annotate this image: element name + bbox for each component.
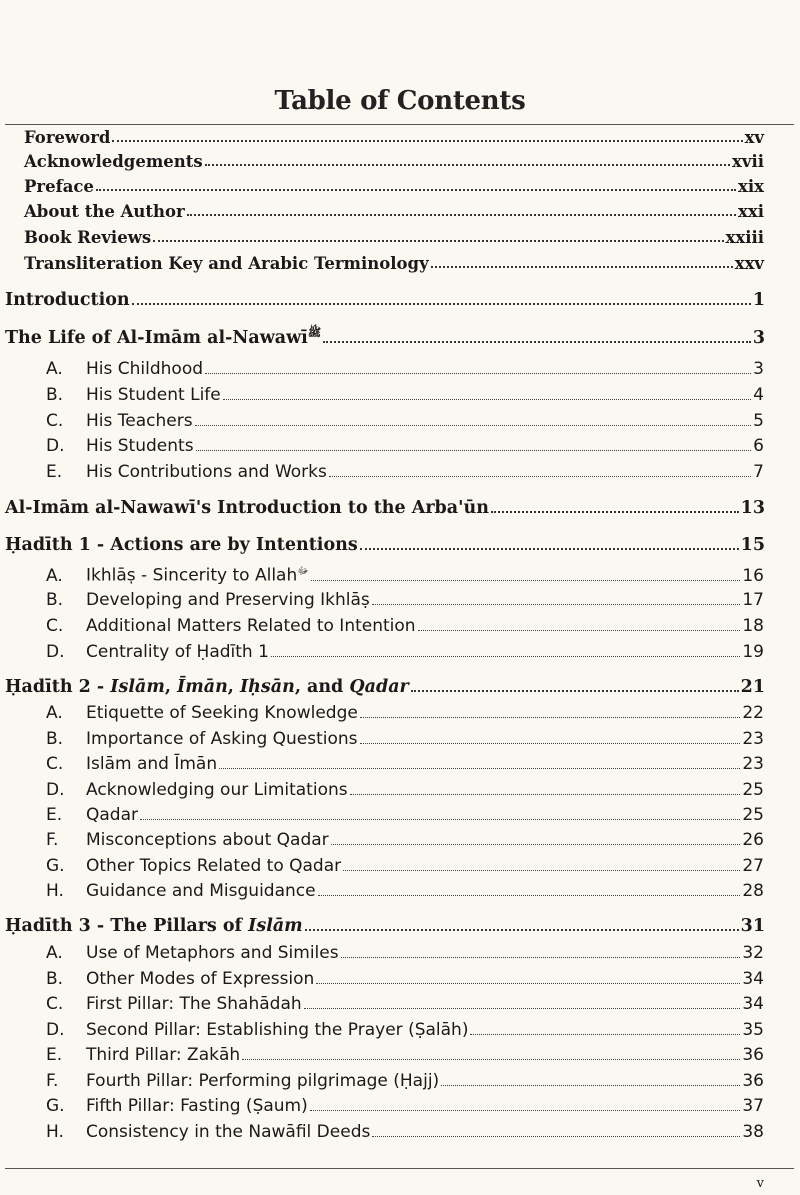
entry-title: Other Modes of Expression	[86, 969, 315, 989]
toc-entry-section[interactable]	[46, 642, 764, 662]
section-letter: D.	[46, 780, 65, 800]
page-number-ref: 16	[742, 565, 764, 586]
page-number-ref: 23	[742, 754, 764, 774]
entry-title: About the Author	[24, 202, 185, 221]
dot-leader	[431, 266, 733, 268]
section-letter: H.	[46, 1122, 64, 1142]
toc-entry-front-matter[interactable]	[24, 254, 764, 273]
page-number-ref: 17	[742, 590, 764, 610]
toc-entry-section[interactable]	[46, 1045, 764, 1065]
entry-title: Misconceptions about Qadar	[86, 830, 329, 850]
toc-entry-section[interactable]	[46, 1071, 764, 1091]
toc-entry-section[interactable]	[46, 729, 764, 749]
toc-entry-section[interactable]	[46, 805, 764, 825]
page-number-ref: 38	[742, 1122, 764, 1142]
entry-title-text: The Life of Al-Imām al-Nawawī	[5, 327, 308, 348]
entry-title: His Childhood	[86, 359, 204, 379]
dot-leader	[360, 717, 741, 718]
page-number-ref: 7	[753, 462, 764, 482]
page-number-ref: 15	[740, 535, 765, 555]
honorific-glyph: ﷻ	[297, 566, 309, 577]
dot-leader	[323, 341, 751, 343]
page-number-ref: xxv	[734, 254, 764, 273]
entry-title: Other Topics Related to Qadar	[86, 856, 342, 876]
section-letter: B.	[46, 590, 64, 610]
dot-leader	[132, 303, 751, 305]
honorific-glyph: ﷺ	[307, 326, 322, 339]
dot-leader	[311, 580, 741, 581]
page-number-ref: 21	[740, 677, 765, 697]
dot-leader	[305, 929, 739, 931]
dot-leader	[205, 164, 730, 166]
dot-leader	[470, 1034, 740, 1035]
toc-entry-chapter[interactable]	[5, 677, 765, 697]
page-number-ref: xix	[738, 177, 764, 196]
dot-leader	[223, 399, 751, 400]
toc-entry-front-matter[interactable]	[24, 177, 764, 196]
entry-title-prefix: Ḥadīth 2 -	[5, 677, 111, 697]
toc-entry-section[interactable]	[46, 616, 764, 636]
page-number-ref: 18	[742, 616, 764, 636]
dot-leader	[153, 240, 723, 242]
page-number-ref: xxi	[738, 202, 764, 221]
toc-entry-section[interactable]	[46, 385, 764, 405]
section-letter: G.	[46, 856, 65, 876]
dot-leader	[329, 476, 751, 477]
entry-title: Acknowledging our Limitations	[86, 780, 348, 800]
entry-title: Book Reviews	[24, 228, 152, 247]
dot-leader	[271, 656, 740, 657]
dot-leader	[195, 425, 752, 426]
dot-leader	[341, 957, 741, 958]
toc-entry-chapter[interactable]	[5, 498, 765, 518]
page-number-ref: 27	[742, 856, 764, 876]
entry-title: His Contributions and Works	[86, 462, 327, 482]
entry-title-italic: Islām	[110, 677, 165, 697]
toc-entry-section[interactable]	[46, 436, 764, 456]
toc-entry-section[interactable]	[46, 411, 764, 431]
entry-title: His Teachers	[86, 411, 193, 431]
section-letter: C.	[46, 616, 64, 636]
toc-entry-section[interactable]	[46, 943, 764, 963]
entry-title: His Students	[86, 436, 194, 456]
page-number-ref: 25	[742, 805, 764, 825]
dot-leader	[372, 1136, 740, 1137]
entry-title: Al-Imām al-Nawawī's Introduction to the Arba'ūn	[5, 498, 489, 518]
entry-title	[86, 565, 309, 586]
section-letter: A.	[46, 703, 63, 723]
entry-title: Ḥadīth 1 - Actions are by Intentions	[5, 535, 358, 555]
toc-entry-section[interactable]	[46, 1020, 764, 1040]
dot-leader	[140, 819, 740, 820]
page-number-ref: 6	[753, 436, 764, 456]
toc-entry-section[interactable]	[46, 881, 764, 901]
entry-title: Use of Metaphors and Similes	[86, 943, 339, 963]
section-letter: B.	[46, 729, 64, 749]
toc-entry-section[interactable]	[46, 830, 764, 850]
entry-title: Additional Matters Related to Intention	[86, 616, 416, 636]
section-letter: C.	[46, 994, 64, 1014]
entry-title: Islām and Īmān	[86, 754, 218, 774]
dot-leader	[316, 983, 740, 984]
toc-entry-front-matter[interactable]	[24, 152, 764, 171]
page-number: v	[756, 1176, 764, 1191]
toc-entry-front-matter[interactable]	[24, 228, 764, 247]
page-number-ref: 13	[740, 498, 765, 518]
toc-entry-section[interactable]	[46, 590, 764, 610]
bottom-rule	[5, 1168, 794, 1169]
dot-leader	[242, 1059, 740, 1060]
page-number-ref: 36	[742, 1045, 764, 1065]
page-number-ref: 22	[742, 703, 764, 723]
page-number-ref: 32	[742, 943, 764, 963]
page-number-ref: 5	[753, 411, 764, 431]
entry-title-joiner: ,	[164, 677, 178, 697]
section-letter: F.	[46, 830, 59, 850]
entry-title-italic: Iḥsān	[239, 677, 295, 697]
page-number-ref: 34	[742, 994, 764, 1014]
dot-leader	[360, 548, 739, 550]
toc-entry-section[interactable]	[46, 780, 764, 800]
page-number-ref: 19	[742, 642, 764, 662]
page-number-ref: 34	[742, 969, 764, 989]
entry-title: Developing and Preserving Ikhlāṣ	[86, 590, 370, 610]
section-letter: H.	[46, 881, 64, 901]
page-number-ref: 26	[742, 830, 764, 850]
page-number-ref: 3	[753, 359, 764, 379]
page-number-ref: 4	[753, 385, 764, 405]
entry-title: Introduction	[5, 290, 130, 310]
dot-leader	[372, 604, 741, 605]
toc-entry-section[interactable]	[46, 754, 764, 774]
entry-title: Guidance and Misguidance	[86, 881, 316, 901]
entry-title-italic: Islām	[248, 916, 303, 936]
section-letter: D.	[46, 1020, 65, 1040]
section-letter: D.	[46, 642, 65, 662]
entry-title: Fourth Pillar: Performing pilgrimage (Ḥajj)	[86, 1071, 440, 1091]
section-letter: B.	[46, 969, 64, 989]
section-letter: E.	[46, 1045, 63, 1065]
dot-leader	[96, 189, 736, 191]
dot-leader	[360, 743, 741, 744]
toc-entry-section[interactable]	[46, 994, 764, 1014]
section-letter: D.	[46, 436, 65, 456]
dot-leader	[343, 870, 740, 871]
dot-leader	[318, 895, 741, 896]
entry-title: Preface	[24, 177, 94, 196]
entry-title	[5, 326, 321, 348]
toc-entry-introduction[interactable]	[5, 290, 765, 310]
entry-title: First Pillar: The Shahādah	[86, 994, 302, 1014]
entry-title: Acknowledgements	[24, 152, 203, 171]
entry-title: Fifth Pillar: Fasting (Ṣaum)	[86, 1096, 308, 1116]
dot-leader	[418, 630, 741, 631]
entry-title: Importance of Asking Questions	[86, 729, 358, 749]
page-number-ref: 3	[752, 327, 765, 348]
page-number-ref: 37	[742, 1096, 764, 1116]
toc-entry-section[interactable]	[46, 969, 764, 989]
dot-leader	[331, 844, 741, 845]
section-letter: A.	[46, 359, 63, 379]
entry-title-italic: Īmān	[177, 677, 228, 697]
toc-entry-section[interactable]	[46, 462, 764, 482]
toc-entry-front-matter[interactable]	[24, 128, 764, 147]
page-number-ref: 23	[742, 729, 764, 749]
toc-entry-section[interactable]	[46, 565, 764, 586]
page-title: Table of Contents	[274, 86, 526, 116]
entry-title: Third Pillar: Zakāh	[86, 1045, 241, 1065]
dot-leader	[491, 511, 739, 513]
toc-entry-section[interactable]	[46, 359, 764, 379]
page-number-ref: 1	[752, 290, 765, 310]
toc-entry-section[interactable]	[46, 703, 764, 723]
toc-entry-section[interactable]	[46, 1096, 764, 1116]
section-letter: E.	[46, 462, 63, 482]
section-letter: C.	[46, 411, 64, 431]
dot-leader	[205, 373, 751, 374]
page-number-ref: 36	[742, 1071, 764, 1091]
toc-entry-front-matter[interactable]	[24, 202, 764, 221]
page-number-ref: 35	[742, 1020, 764, 1040]
dot-leader	[304, 1008, 741, 1009]
entry-title-joiner: ,	[227, 677, 240, 697]
page-number-ref: 31	[740, 916, 765, 936]
entry-title: Etiquette of Seeking Knowledge	[86, 703, 358, 723]
toc-entry-chapter[interactable]	[5, 916, 765, 936]
entry-title: Consistency in the Nawāfil Deeds	[86, 1122, 371, 1142]
entry-title-joiner: , and	[294, 677, 350, 697]
entry-title-prefix: Ḥadīth 3 - The Pillars of	[5, 916, 249, 936]
dot-leader	[350, 794, 741, 795]
toc-entry-chapter[interactable]	[5, 326, 765, 348]
entry-title: Qadar	[86, 805, 138, 825]
dot-leader	[112, 140, 742, 142]
dot-leader	[196, 450, 752, 451]
entry-title	[5, 677, 409, 697]
section-letter: G.	[46, 1096, 65, 1116]
entry-title: Second Pillar: Establishing the Prayer (Ṣalāh)	[86, 1020, 469, 1040]
toc-entry-chapter[interactable]	[5, 535, 765, 555]
entry-title: His Student Life	[86, 385, 221, 405]
entry-title-text: Ikhlāṣ - Sincerity to Allah	[86, 565, 298, 586]
dot-leader	[411, 690, 739, 692]
dot-leader	[441, 1085, 740, 1086]
dot-leader	[310, 1110, 741, 1111]
section-letter: A.	[46, 565, 63, 586]
entry-title: Centrality of Ḥadīth 1	[86, 642, 269, 662]
toc-entry-section[interactable]	[46, 856, 764, 876]
section-letter: C.	[46, 754, 64, 774]
page-number-ref: xv	[744, 128, 764, 147]
entry-title: Transliteration Key and Arabic Terminology	[24, 254, 429, 273]
page-number-ref: xvii	[732, 152, 764, 171]
page-number-ref: 28	[742, 881, 764, 901]
entry-title	[5, 916, 303, 936]
dot-leader	[187, 214, 736, 216]
page-number-ref: xxiii	[725, 228, 764, 247]
section-letter: A.	[46, 943, 63, 963]
entry-title-italic: Qadar	[349, 677, 409, 697]
section-letter: E.	[46, 805, 63, 825]
page-number-ref: 25	[742, 780, 764, 800]
section-letter: F.	[46, 1071, 59, 1091]
toc-entry-section[interactable]	[46, 1122, 764, 1142]
dot-leader	[219, 768, 740, 769]
section-letter: B.	[46, 385, 64, 405]
entry-title: Foreword	[24, 128, 111, 147]
